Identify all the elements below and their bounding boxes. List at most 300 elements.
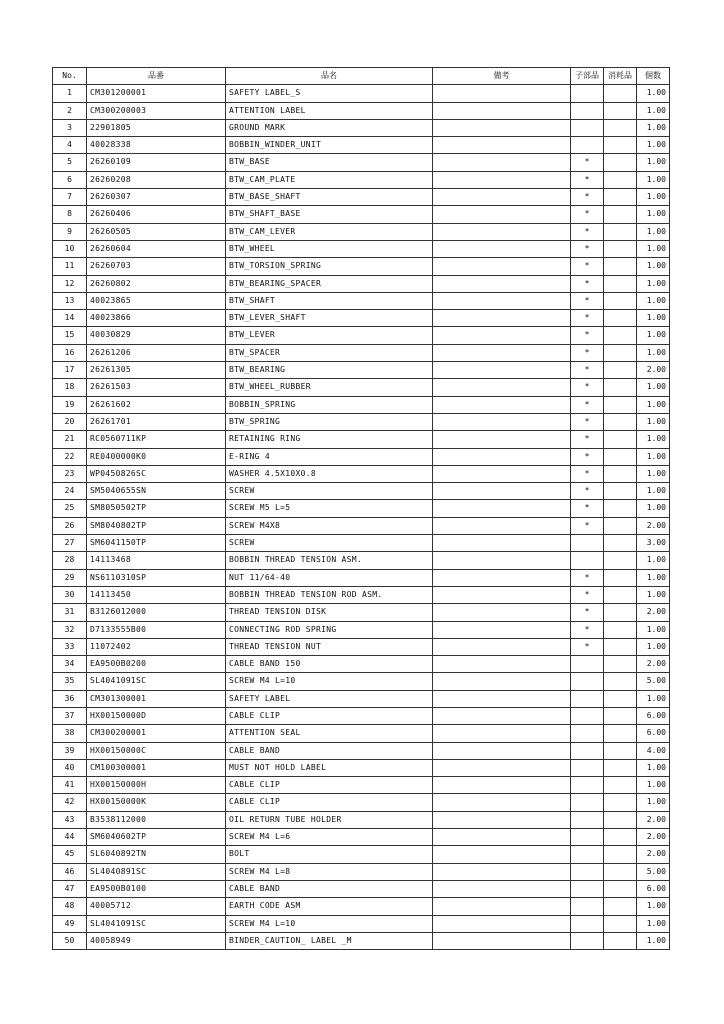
row-number: 24 (53, 483, 87, 500)
header-remarks: 備考 (433, 68, 571, 85)
remarks-cell (433, 880, 571, 897)
part-number-cell: EA9500B0200 (87, 656, 226, 673)
remarks-cell (433, 275, 571, 292)
row-number: 42 (53, 794, 87, 811)
sub-part-cell (571, 932, 604, 949)
row-number: 22 (53, 448, 87, 465)
consumable-cell (604, 535, 637, 552)
row-number: 47 (53, 880, 87, 897)
part-number-cell: SL4040891SC (87, 863, 226, 880)
part-number-cell: RE0400000K0 (87, 448, 226, 465)
consumable-cell (604, 794, 637, 811)
quantity-cell: 1.00 (637, 275, 670, 292)
part-name-cell: SCREW M4 L=6 (226, 829, 433, 846)
remarks-cell (433, 656, 571, 673)
consumable-cell (604, 898, 637, 915)
part-name-cell: BTW_CAM_LEVER (226, 223, 433, 240)
part-name-cell: BINDER_CAUTION_ LABEL _M (226, 932, 433, 949)
row-number: 13 (53, 292, 87, 309)
part-number-cell: 11072402 (87, 638, 226, 655)
part-name-cell: BOBBIN THREAD TENSION ASM. (226, 552, 433, 569)
part-name-cell: CABLE CLIP (226, 794, 433, 811)
remarks-cell (433, 707, 571, 724)
row-number: 35 (53, 673, 87, 690)
remarks-cell (433, 932, 571, 949)
part-number-cell: 26261503 (87, 379, 226, 396)
remarks-cell (433, 621, 571, 638)
remarks-cell (433, 171, 571, 188)
sub-part-cell (571, 102, 604, 119)
part-number-cell: SM6040602TP (87, 829, 226, 846)
row-number: 31 (53, 604, 87, 621)
consumable-cell (604, 344, 637, 361)
table-row (53, 552, 670, 569)
part-name-cell: BTW_LEVER_SHAFT (226, 310, 433, 327)
sub-part-cell (571, 85, 604, 102)
remarks-cell (433, 396, 571, 413)
sub-part-cell (571, 880, 604, 897)
sub-part-cell (571, 535, 604, 552)
sub-part-cell: * (571, 223, 604, 240)
quantity-cell: 1.00 (637, 465, 670, 482)
quantity-cell: 1.00 (637, 500, 670, 517)
remarks-cell (433, 258, 571, 275)
quantity-cell: 1.00 (637, 258, 670, 275)
remarks-cell (433, 448, 571, 465)
remarks-cell (433, 915, 571, 932)
row-number: 20 (53, 413, 87, 430)
remarks-cell (433, 586, 571, 603)
sub-part-cell (571, 742, 604, 759)
sub-part-cell (571, 137, 604, 154)
table-row (53, 932, 670, 949)
consumable-cell (604, 431, 637, 448)
table-row (53, 759, 670, 776)
table-row (53, 171, 670, 188)
quantity-cell: 1.00 (637, 206, 670, 223)
row-number: 25 (53, 500, 87, 517)
sub-part-cell: * (571, 517, 604, 534)
quantity-cell: 1.00 (637, 240, 670, 257)
consumable-cell (604, 310, 637, 327)
part-name-cell: GROUND MARK (226, 119, 433, 136)
row-number: 2 (53, 102, 87, 119)
quantity-cell: 1.00 (637, 569, 670, 586)
quantity-cell: 1.00 (637, 119, 670, 136)
table-row (53, 656, 670, 673)
remarks-cell (433, 846, 571, 863)
consumable-cell (604, 396, 637, 413)
part-number-cell: CM300200003 (87, 102, 226, 119)
remarks-cell (433, 517, 571, 534)
part-number-cell: HX00150000H (87, 777, 226, 794)
remarks-cell (433, 638, 571, 655)
quantity-cell: 1.00 (637, 483, 670, 500)
consumable-cell (604, 292, 637, 309)
quantity-cell: 1.00 (637, 448, 670, 465)
quantity-cell: 2.00 (637, 829, 670, 846)
part-name-cell: EARTH CODE ASM (226, 898, 433, 915)
table-row (53, 880, 670, 897)
part-name-cell: CABLE CLIP (226, 707, 433, 724)
consumable-cell (604, 621, 637, 638)
sub-part-cell (571, 725, 604, 742)
remarks-cell (433, 240, 571, 257)
part-number-cell: 40058949 (87, 932, 226, 949)
consumable-cell (604, 206, 637, 223)
sub-part-cell: * (571, 171, 604, 188)
part-number-cell: WP0450826SC (87, 465, 226, 482)
sub-part-cell: * (571, 379, 604, 396)
consumable-cell (604, 673, 637, 690)
quantity-cell: 1.00 (637, 137, 670, 154)
remarks-cell (433, 327, 571, 344)
part-number-cell: CM301200001 (87, 85, 226, 102)
header-consumable: 消耗品 (604, 68, 637, 85)
part-name-cell: WASHER 4.5X10X0.8 (226, 465, 433, 482)
row-number: 4 (53, 137, 87, 154)
consumable-cell (604, 483, 637, 500)
consumable-cell (604, 915, 637, 932)
sub-part-cell: * (571, 344, 604, 361)
quantity-cell: 2.00 (637, 517, 670, 534)
remarks-cell (433, 85, 571, 102)
quantity-cell: 1.00 (637, 327, 670, 344)
consumable-cell (604, 638, 637, 655)
part-number-cell: SM8050502TP (87, 500, 226, 517)
row-number: 16 (53, 344, 87, 361)
consumable-cell (604, 379, 637, 396)
sub-part-cell: * (571, 327, 604, 344)
part-name-cell: BTW_SPRING (226, 413, 433, 430)
table-row (53, 742, 670, 759)
consumable-cell (604, 586, 637, 603)
row-number: 6 (53, 171, 87, 188)
consumable-cell (604, 829, 637, 846)
table-row (53, 413, 670, 430)
consumable-cell (604, 777, 637, 794)
table-row (53, 85, 670, 102)
part-name-cell: CABLE BAND (226, 742, 433, 759)
table-row (53, 794, 670, 811)
consumable-cell (604, 171, 637, 188)
remarks-cell (433, 102, 571, 119)
sub-part-cell: * (571, 483, 604, 500)
sub-part-cell (571, 863, 604, 880)
remarks-cell (433, 863, 571, 880)
part-number-cell: CM100300001 (87, 759, 226, 776)
remarks-cell (433, 811, 571, 828)
table-row (53, 223, 670, 240)
quantity-cell: 1.00 (637, 171, 670, 188)
part-name-cell: SCREW M4 L=10 (226, 673, 433, 690)
quantity-cell: 1.00 (637, 759, 670, 776)
row-number: 29 (53, 569, 87, 586)
table-row (53, 898, 670, 915)
row-number: 28 (53, 552, 87, 569)
row-number: 10 (53, 240, 87, 257)
remarks-cell (433, 362, 571, 379)
row-number: 26 (53, 517, 87, 534)
sub-part-cell: * (571, 292, 604, 309)
quantity-cell: 1.00 (637, 638, 670, 655)
table-row (53, 292, 670, 309)
consumable-cell (604, 517, 637, 534)
part-name-cell: BOBBIN_WINDER_UNIT (226, 137, 433, 154)
consumable-cell (604, 552, 637, 569)
table-row (53, 863, 670, 880)
sub-part-cell: * (571, 465, 604, 482)
remarks-cell (433, 344, 571, 361)
part-number-cell: 40030829 (87, 327, 226, 344)
part-number-cell: HX00150000D (87, 707, 226, 724)
row-number: 11 (53, 258, 87, 275)
consumable-cell (604, 362, 637, 379)
quantity-cell: 1.00 (637, 292, 670, 309)
consumable-cell (604, 811, 637, 828)
quantity-cell: 2.00 (637, 811, 670, 828)
quantity-cell: 1.00 (637, 586, 670, 603)
part-name-cell: E-RING 4 (226, 448, 433, 465)
row-number: 3 (53, 119, 87, 136)
row-number: 49 (53, 915, 87, 932)
sub-part-cell: * (571, 189, 604, 206)
part-name-cell: BTW_BASE_SHAFT (226, 189, 433, 206)
sub-part-cell (571, 846, 604, 863)
sub-part-cell: * (571, 154, 604, 171)
sub-part-cell (571, 829, 604, 846)
sub-part-cell (571, 707, 604, 724)
consumable-cell (604, 742, 637, 759)
quantity-cell: 1.00 (637, 915, 670, 932)
table-row (53, 535, 670, 552)
table-row (53, 517, 670, 534)
table-row (53, 915, 670, 932)
remarks-cell (433, 829, 571, 846)
sub-part-cell: * (571, 396, 604, 413)
part-name-cell: OIL RETURN TUBE HOLDER (226, 811, 433, 828)
part-name-cell: BTW_TORSION_SPRING (226, 258, 433, 275)
row-number: 45 (53, 846, 87, 863)
part-name-cell: BTW_WHEEL (226, 240, 433, 257)
table-header-row (53, 68, 670, 85)
sub-part-cell (571, 690, 604, 707)
table-row (53, 327, 670, 344)
sub-part-cell (571, 656, 604, 673)
table-row (53, 240, 670, 257)
table-row (53, 396, 670, 413)
row-number: 32 (53, 621, 87, 638)
quantity-cell: 1.00 (637, 413, 670, 430)
header-part-number: 品番 (87, 68, 226, 85)
row-number: 1 (53, 85, 87, 102)
sub-part-cell (571, 552, 604, 569)
remarks-cell (433, 154, 571, 171)
row-number: 48 (53, 898, 87, 915)
remarks-cell (433, 119, 571, 136)
part-name-cell: BTW_CAM_PLATE (226, 171, 433, 188)
row-number: 23 (53, 465, 87, 482)
remarks-cell (433, 535, 571, 552)
table-row (53, 344, 670, 361)
table-row (53, 638, 670, 655)
remarks-cell (433, 379, 571, 396)
part-number-cell: RC0560711KP (87, 431, 226, 448)
remarks-cell (433, 500, 571, 517)
quantity-cell: 1.00 (637, 102, 670, 119)
part-number-cell: SM8040802TP (87, 517, 226, 534)
part-name-cell: ATTENTION SEAL (226, 725, 433, 742)
part-number-cell: 22901805 (87, 119, 226, 136)
remarks-cell (433, 569, 571, 586)
table-row (53, 483, 670, 500)
part-number-cell: 14113468 (87, 552, 226, 569)
remarks-cell (433, 292, 571, 309)
part-name-cell: CABLE BAND (226, 880, 433, 897)
quantity-cell: 1.00 (637, 379, 670, 396)
part-number-cell: SL4041091SC (87, 915, 226, 932)
consumable-cell (604, 932, 637, 949)
quantity-cell: 6.00 (637, 725, 670, 742)
row-number: 50 (53, 932, 87, 949)
quantity-cell: 1.00 (637, 189, 670, 206)
quantity-cell: 1.00 (637, 552, 670, 569)
consumable-cell (604, 275, 637, 292)
part-name-cell: CONNECTING ROD SPRING (226, 621, 433, 638)
parts-list-table (52, 67, 670, 950)
sub-part-cell: * (571, 240, 604, 257)
quantity-cell: 1.00 (637, 396, 670, 413)
sub-part-cell: * (571, 206, 604, 223)
row-number: 30 (53, 586, 87, 603)
part-name-cell: MUST NOT HOLD LABEL (226, 759, 433, 776)
part-number-cell: 26260604 (87, 240, 226, 257)
consumable-cell (604, 240, 637, 257)
part-number-cell: SL4041091SC (87, 673, 226, 690)
quantity-cell: 2.00 (637, 656, 670, 673)
part-name-cell: THREAD TENSION DISK (226, 604, 433, 621)
consumable-cell (604, 327, 637, 344)
part-name-cell: CABLE BAND 150 (226, 656, 433, 673)
remarks-cell (433, 552, 571, 569)
consumable-cell (604, 258, 637, 275)
part-name-cell: BOLT (226, 846, 433, 863)
part-name-cell: SCREW M4 L=10 (226, 915, 433, 932)
part-name-cell: ATTENTION LABEL (226, 102, 433, 119)
sub-part-cell: * (571, 413, 604, 430)
sub-part-cell: * (571, 500, 604, 517)
table-row (53, 500, 670, 517)
quantity-cell: 5.00 (637, 863, 670, 880)
part-number-cell: CM300200001 (87, 725, 226, 742)
quantity-cell: 6.00 (637, 880, 670, 897)
header-sub-part: 子部品 (571, 68, 604, 85)
part-name-cell: BOBBIN_SPRING (226, 396, 433, 413)
table-row (53, 310, 670, 327)
consumable-cell (604, 569, 637, 586)
consumable-cell (604, 102, 637, 119)
quantity-cell: 2.00 (637, 846, 670, 863)
table-row (53, 102, 670, 119)
remarks-cell (433, 431, 571, 448)
row-number: 18 (53, 379, 87, 396)
row-number: 5 (53, 154, 87, 171)
remarks-cell (433, 223, 571, 240)
quantity-cell: 1.00 (637, 344, 670, 361)
sub-part-cell: * (571, 258, 604, 275)
quantity-cell: 1.00 (637, 898, 670, 915)
part-number-cell: EA9500B0100 (87, 880, 226, 897)
remarks-cell (433, 742, 571, 759)
sub-part-cell: * (571, 586, 604, 603)
part-name-cell: BTW_SHAFT_BASE (226, 206, 433, 223)
header-no: No. (53, 68, 87, 85)
quantity-cell: 1.00 (637, 777, 670, 794)
table-row (53, 189, 670, 206)
consumable-cell (604, 465, 637, 482)
sub-part-cell (571, 811, 604, 828)
row-number: 19 (53, 396, 87, 413)
remarks-cell (433, 777, 571, 794)
table-row (53, 777, 670, 794)
part-number-cell: 26261602 (87, 396, 226, 413)
table-row (53, 829, 670, 846)
table-row (53, 707, 670, 724)
consumable-cell (604, 189, 637, 206)
consumable-cell (604, 725, 637, 742)
part-name-cell: SCREW (226, 483, 433, 500)
consumable-cell (604, 690, 637, 707)
remarks-cell (433, 413, 571, 430)
part-number-cell: 26260802 (87, 275, 226, 292)
table-row (53, 673, 670, 690)
row-number: 14 (53, 310, 87, 327)
part-number-cell: 40023865 (87, 292, 226, 309)
part-number-cell: 26260208 (87, 171, 226, 188)
part-name-cell: BOBBIN THREAD TENSION ROD ASM. (226, 586, 433, 603)
consumable-cell (604, 500, 637, 517)
part-name-cell: SAFETY LABEL_S (226, 85, 433, 102)
part-number-cell: D7133555B00 (87, 621, 226, 638)
remarks-cell (433, 310, 571, 327)
table-row (53, 569, 670, 586)
sub-part-cell (571, 898, 604, 915)
sub-part-cell: * (571, 448, 604, 465)
quantity-cell: 1.00 (637, 85, 670, 102)
consumable-cell (604, 863, 637, 880)
sub-part-cell (571, 119, 604, 136)
part-number-cell: 26261206 (87, 344, 226, 361)
part-number-cell: 40005712 (87, 898, 226, 915)
row-number: 15 (53, 327, 87, 344)
remarks-cell (433, 759, 571, 776)
part-name-cell: SCREW M4 L=8 (226, 863, 433, 880)
part-number-cell: 26260505 (87, 223, 226, 240)
part-name-cell: THREAD TENSION NUT (226, 638, 433, 655)
row-number: 33 (53, 638, 87, 655)
row-number: 7 (53, 189, 87, 206)
sub-part-cell: * (571, 604, 604, 621)
consumable-cell (604, 223, 637, 240)
row-number: 39 (53, 742, 87, 759)
table-row (53, 586, 670, 603)
part-name-cell: BTW_WHEEL_RUBBER (226, 379, 433, 396)
sub-part-cell (571, 673, 604, 690)
row-number: 38 (53, 725, 87, 742)
part-name-cell: SAFETY LABEL (226, 690, 433, 707)
part-name-cell: NUT 11/64-40 (226, 569, 433, 586)
quantity-cell: 1.00 (637, 310, 670, 327)
